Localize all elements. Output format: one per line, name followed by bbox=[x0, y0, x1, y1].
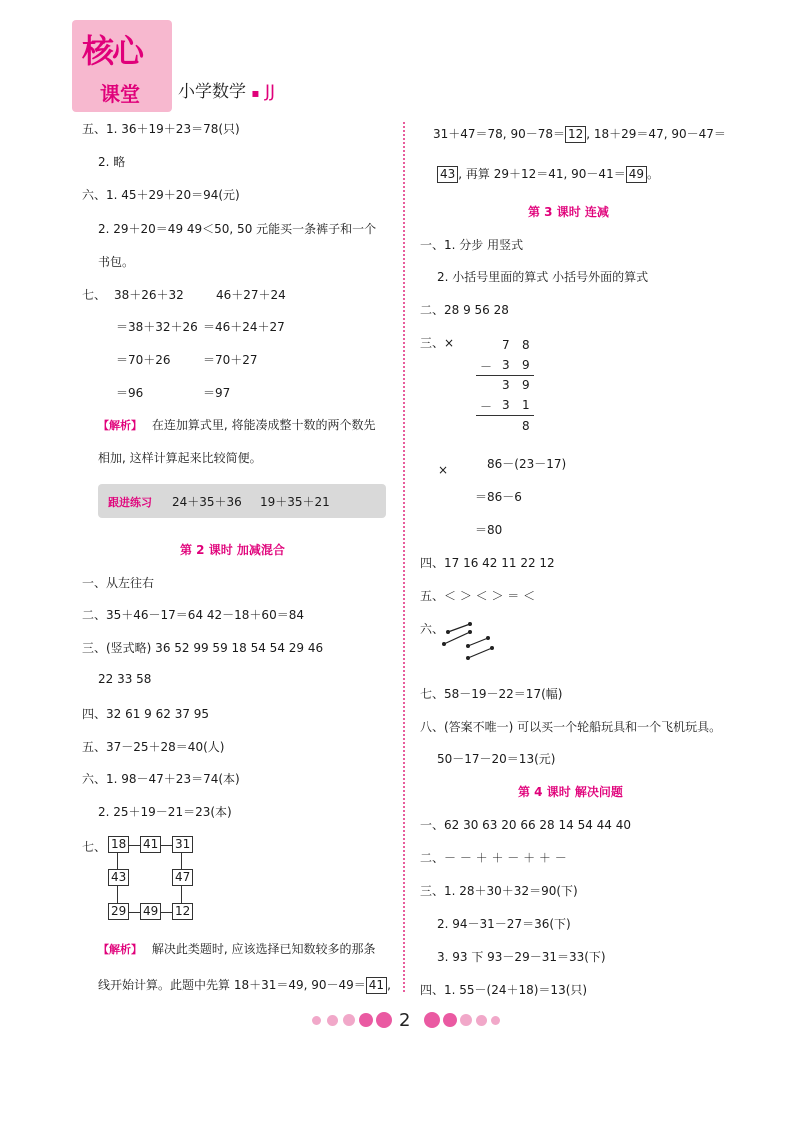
answer-line: 3. 93 下 93－29－31＝33(下) bbox=[437, 950, 606, 964]
answer-line: 2. 29＋20＝49 49＜50, 50 元能买一条裤子和一个 bbox=[98, 222, 377, 236]
practice-a: 24＋35＋36 bbox=[172, 495, 242, 509]
answer-line: 2. 小括号里面的算式 小括号外面的算式 bbox=[437, 270, 649, 284]
answer-line: 书包。 bbox=[98, 255, 135, 269]
footer-dot bbox=[491, 1016, 500, 1025]
answer-line: 一、从左往右 bbox=[82, 576, 155, 590]
answer-line: 二、28 9 56 28 bbox=[420, 303, 509, 317]
cross-mark: × bbox=[438, 463, 449, 477]
answer-line: 22 33 58 bbox=[98, 672, 152, 686]
calc-line: 86－(23－17) bbox=[487, 457, 567, 471]
footer-dot bbox=[327, 1015, 338, 1026]
answer-line: 50－17－20＝13(元) bbox=[437, 752, 556, 766]
analysis-tag: 【解析】 bbox=[98, 943, 142, 956]
lesson-heading: 第 2 课时 加减混合 bbox=[180, 543, 285, 557]
practice-b: 19＋35＋21 bbox=[260, 495, 330, 509]
grid-cell: 29 bbox=[108, 903, 129, 920]
analysis: 【解析】 在连加算式里, 将能凑成整十数的两个数先 bbox=[98, 418, 376, 432]
grid-connector bbox=[160, 912, 172, 913]
practice-tag: 跟进练习 bbox=[108, 496, 152, 509]
footer-dot bbox=[376, 1012, 392, 1028]
vert-op: － bbox=[480, 360, 493, 374]
question-prefix: 七、 bbox=[82, 288, 107, 302]
footer-dot bbox=[443, 1013, 457, 1027]
answer-line: 八、(答案不唯一) 可以买一个轮船玩具和一个飞机玩具。 bbox=[420, 720, 722, 734]
grid-connector bbox=[128, 912, 140, 913]
calc-a-3: ＝96 bbox=[116, 386, 144, 400]
calc-b-0: 46＋27＋24 bbox=[216, 288, 286, 302]
grid-connector bbox=[117, 886, 118, 903]
grid-cell: 41 bbox=[140, 836, 161, 853]
vert-digit: 8 bbox=[522, 338, 530, 352]
practice-banner bbox=[98, 484, 386, 518]
answer-line: 四、17 16 42 11 22 12 bbox=[420, 556, 555, 570]
answer-line: 31＋47＝78, 90－78＝ 12 , 18＋29＝47, 90－47＝ bbox=[433, 127, 726, 141]
calc-a-1: ＝38＋32＋26 bbox=[116, 320, 198, 334]
answer-line: 五、1. 36＋19＋23＝78(只) bbox=[82, 122, 240, 136]
answer-line: 四、1. 55－(24＋18)＝13(只) bbox=[420, 983, 588, 997]
grid-cell: 49 bbox=[140, 903, 161, 920]
answer-line: 六、 bbox=[420, 622, 445, 636]
answer-line: 43 , 再算 29＋12＝41, 90－41＝ 49 。 bbox=[437, 165, 659, 183]
subject-title: 小学数学 ▪ JJ bbox=[178, 82, 275, 102]
footer-dot bbox=[460, 1014, 472, 1026]
answer-line: 2. 94－31－27＝36(下) bbox=[437, 917, 571, 931]
analysis: 【解析】 解决此类题时, 应该选择已知数较多的那条 bbox=[98, 942, 376, 956]
grid-connector bbox=[117, 853, 118, 869]
calc-b-2: ＝70＋27 bbox=[203, 353, 258, 367]
answer-line: 2. 25＋19－21＝23(本) bbox=[98, 805, 232, 819]
answer-line: 五、＜ ＞ ＜ ＞ ＝ ＜ bbox=[420, 589, 536, 603]
grid-connector bbox=[181, 853, 182, 869]
calc-a-0: 38＋26＋32 bbox=[114, 288, 184, 302]
footer-dot bbox=[359, 1013, 373, 1027]
answer-line: 六、1. 98－47＋23＝74(本) bbox=[82, 772, 240, 786]
answer-line: 2. 略 bbox=[98, 155, 126, 169]
answer-line: 五、37－25＋28＝40(人) bbox=[82, 740, 225, 754]
grid-cell: 43 bbox=[108, 869, 129, 886]
calc-line: ＝86－6 bbox=[475, 490, 522, 504]
answer-line: 七、58－19－22＝17(幅) bbox=[420, 687, 563, 701]
calc-line: ＝80 bbox=[475, 523, 503, 537]
answer-line: 二、35＋46－17＝64 42－18＋60＝84 bbox=[82, 608, 304, 622]
calc-b-3: ＝97 bbox=[203, 386, 231, 400]
lesson-heading: 第 3 课时 连减 bbox=[528, 205, 609, 219]
vert-digit: 9 bbox=[522, 378, 530, 392]
calc-b-1: ＝46＋24＋27 bbox=[203, 320, 285, 334]
question-prefix: 七、 bbox=[82, 840, 107, 854]
answer-line: 四、32 61 9 62 37 95 bbox=[82, 707, 210, 721]
answer-line: 二、－ － ＋ ＋ － ＋ ＋ － bbox=[420, 851, 567, 865]
analysis-cont: 相加, 这样计算起来比较简便。 bbox=[98, 451, 262, 465]
vert-digit: 3 bbox=[502, 378, 510, 392]
vert-rule bbox=[476, 375, 534, 376]
vert-rule bbox=[476, 415, 534, 416]
page-number: 2 bbox=[399, 1010, 411, 1031]
footer-dot bbox=[424, 1012, 440, 1028]
analysis-tag: 【解析】 bbox=[98, 419, 142, 432]
grid-connector bbox=[128, 845, 140, 846]
lesson-heading: 第 4 课时 解决问题 bbox=[518, 785, 623, 799]
vert-digit: 3 bbox=[502, 398, 510, 412]
grid-cell: 18 bbox=[108, 836, 129, 853]
logo-subtitle: 课堂 bbox=[100, 82, 140, 106]
answer-line: 三、(竖式略) 36 52 99 59 18 54 54 29 46 bbox=[82, 641, 324, 655]
answer-line: 三、× bbox=[420, 336, 455, 350]
grid-connector bbox=[160, 845, 172, 846]
vert-digit: 8 bbox=[522, 419, 530, 433]
logo bbox=[72, 20, 172, 112]
answer-line: 一、1. 分步 用竖式 bbox=[420, 238, 524, 252]
analysis-cont: 线开始计算。此题中先算 18＋31＝49, 90－49＝ 41 , bbox=[98, 978, 391, 992]
answer-line: 一、62 30 63 20 66 28 14 54 44 40 bbox=[420, 818, 632, 832]
footer-dot bbox=[476, 1015, 487, 1026]
grid-connector bbox=[181, 886, 182, 903]
vert-digit: 7 bbox=[502, 338, 510, 352]
grid-cell: 12 bbox=[172, 903, 193, 920]
calc-a-2: ＝70＋26 bbox=[116, 353, 171, 367]
grid-cell: 47 bbox=[172, 869, 193, 886]
matching-lines-figure bbox=[438, 618, 498, 664]
answer-line: 三、1. 28＋30＋32＝90(下) bbox=[420, 884, 578, 898]
vert-digit: 3 bbox=[502, 358, 510, 372]
logo-title: 核心 bbox=[82, 32, 143, 70]
vert-digit: 1 bbox=[522, 398, 530, 412]
vert-op: － bbox=[480, 400, 493, 414]
column-divider bbox=[403, 122, 405, 992]
grid-cell: 31 bbox=[172, 836, 193, 853]
footer-dot bbox=[312, 1016, 321, 1025]
answer-line: 六、1. 45＋29＋20＝94(元) bbox=[82, 188, 240, 202]
footer-dot bbox=[343, 1014, 355, 1026]
vert-digit: 9 bbox=[522, 358, 530, 372]
